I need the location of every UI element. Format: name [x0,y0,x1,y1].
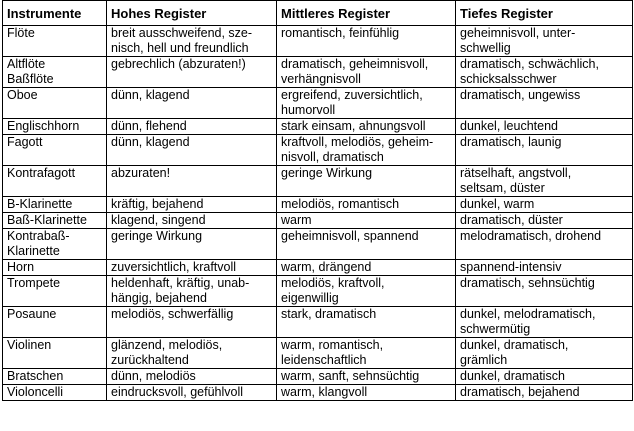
middle-register-cell: ergreifend, zuversichtlich, humorvoll [277,88,456,119]
instrument-cell: Flöte [3,26,107,57]
instrument-cell: Baß-Klarinette [3,213,107,229]
high-register-cell: klagend, singend [107,213,277,229]
instrument-cell: Posaune [3,307,107,338]
middle-register-cell: kraftvoll, melodiös, geheim- nisvoll, dramatisch [277,135,456,166]
low-register-cell: dunkel, melodramatisch, schwermütig [456,307,633,338]
table-row [3,88,633,119]
low-register-cell: dramatisch, schwächlich, schicksalsschwer [456,57,633,88]
high-register-cell: zuversichtlich, kraftvoll [107,260,277,276]
header-row [3,1,633,26]
instrument-cell: Violinen [3,338,107,369]
middle-register-cell: stark, dramatisch [277,307,456,338]
instrument-cell: Kontrabaß- Klarinette [3,229,107,260]
table-row [3,338,633,369]
table-row [3,276,633,307]
table-row [3,119,633,135]
high-register-cell: eindrucksvoll, gefühlvoll [107,385,277,401]
middle-register-cell: melodiös, kraftvoll, eigenwillig [277,276,456,307]
high-register-cell: melodiös, schwerfällig [107,307,277,338]
table-row [3,213,633,229]
high-register-cell: dünn, flehend [107,119,277,135]
table-row [3,385,633,401]
middle-register-cell: warm, romantisch, leidenschaftlich [277,338,456,369]
instrument-register-table [2,0,633,401]
middle-register-cell: warm [277,213,456,229]
low-register-cell: dunkel, leuchtend [456,119,633,135]
low-register-cell: dramatisch, sehnsüchtig [456,276,633,307]
instrument-cell: Oboe [3,88,107,119]
table-row [3,369,633,385]
instrument-cell: Horn [3,260,107,276]
table-row [3,57,633,88]
high-register-cell: geringe Wirkung [107,229,277,260]
high-register-cell: dünn, klagend [107,88,277,119]
instrument-cell: Altflöte Baßflöte [3,57,107,88]
header-tiefes-register: Tiefes Register [456,1,633,26]
high-register-cell: abzuraten! [107,166,277,197]
table-row [3,229,633,260]
table-row [3,307,633,338]
middle-register-cell: geheimnisvoll, spannend [277,229,456,260]
high-register-cell: dünn, klagend [107,135,277,166]
header-hohes-register: Hohes Register [107,1,277,26]
middle-register-cell: warm, klangvoll [277,385,456,401]
high-register-cell: heldenhaft, kräftig, unab- hängig, bejahend [107,276,277,307]
instrument-cell: Violoncelli [3,385,107,401]
low-register-cell: geheimnisvoll, unter- schwellig [456,26,633,57]
low-register-cell: melodramatisch, drohend [456,229,633,260]
middle-register-cell: geringe Wirkung [277,166,456,197]
high-register-cell: dünn, melodiös [107,369,277,385]
high-register-cell: glänzend, melodiös, zurückhaltend [107,338,277,369]
instrument-cell: Trompete [3,276,107,307]
instrument-cell: Kontrafagott [3,166,107,197]
table-row [3,166,633,197]
instrument-cell: Fagott [3,135,107,166]
header-instrumente: Instrumente [3,1,107,26]
middle-register-cell: warm, sanft, sehnsüchtig [277,369,456,385]
table-row [3,197,633,213]
low-register-cell: dunkel, dramatisch, grämlich [456,338,633,369]
instrument-cell: Englischhorn [3,119,107,135]
high-register-cell: kräftig, bejahend [107,197,277,213]
low-register-cell: dunkel, dramatisch [456,369,633,385]
low-register-cell: dramatisch, bejahend [456,385,633,401]
low-register-cell: dramatisch, launig [456,135,633,166]
low-register-cell: rätselhaft, angstvoll, seltsam, düster [456,166,633,197]
low-register-cell: dramatisch, ungewiss [456,88,633,119]
instrument-cell: Bratschen [3,369,107,385]
low-register-cell: spannend-intensiv [456,260,633,276]
middle-register-cell: romantisch, feinfühlig [277,26,456,57]
table-row [3,260,633,276]
high-register-cell: breit ausschweifend, sze- nisch, hell und freundlich [107,26,277,57]
low-register-cell: dramatisch, düster [456,213,633,229]
low-register-cell: dunkel, warm [456,197,633,213]
instrument-cell: B-Klarinette [3,197,107,213]
table-row [3,26,633,57]
middle-register-cell: dramatisch, geheimnisvoll, verhängnisvoll [277,57,456,88]
middle-register-cell: stark einsam, ahnungsvoll [277,119,456,135]
header-mittleres-register: Mittleres Register [277,1,456,26]
middle-register-cell: warm, drängend [277,260,456,276]
table-row [3,135,633,166]
high-register-cell: gebrechlich (abzuraten!) [107,57,277,88]
middle-register-cell: melodiös, romantisch [277,197,456,213]
